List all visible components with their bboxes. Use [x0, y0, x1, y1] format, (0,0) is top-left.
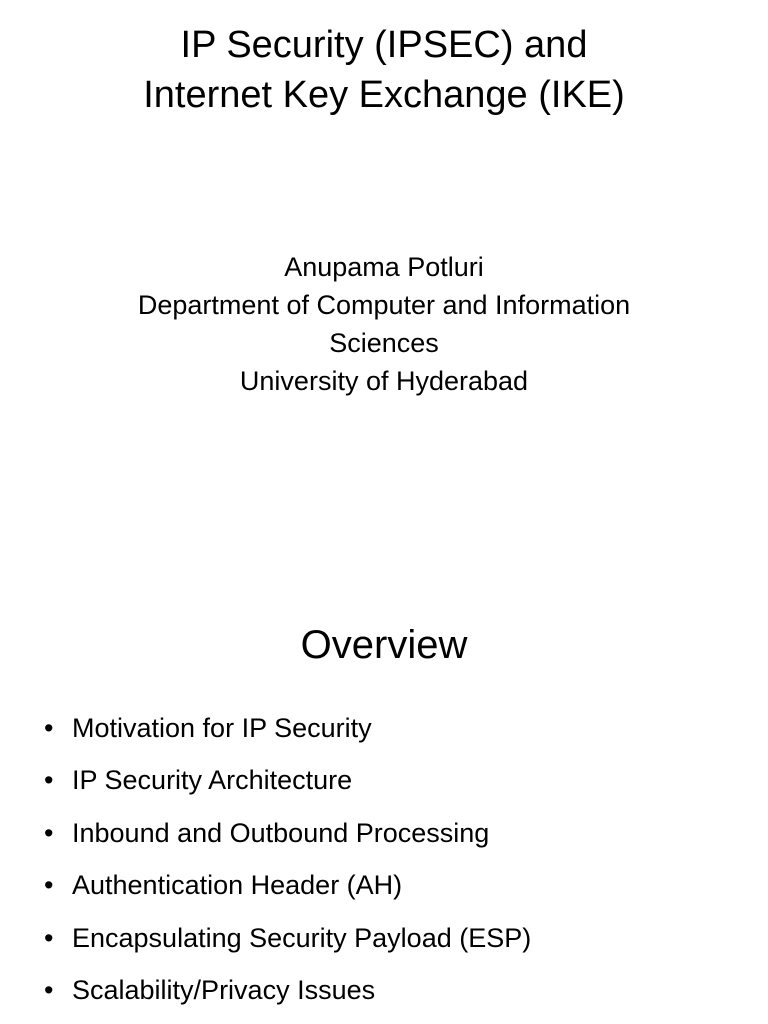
list-item-text: Encapsulating Security Payload (ESP)	[72, 922, 532, 953]
list-item-text: Authentication Header (AH)	[72, 870, 403, 901]
bullet-icon: •	[44, 713, 54, 743]
list-item-text: IP Security Architecture	[72, 765, 353, 796]
overview-heading: Overview	[300, 623, 468, 667]
list-item-text: Scalability/Privacy Issues	[72, 975, 376, 1006]
bullet-icon: •	[44, 975, 54, 1006]
author-block	[0, 248, 768, 400]
list-item	[44, 964, 531, 1016]
title-line-1: IP Security (IPSEC) and	[180, 24, 588, 66]
bullet-icon: •	[44, 765, 54, 796]
list-item	[44, 807, 531, 859]
author-name: Anupama Potluri	[284, 252, 484, 282]
bullet-icon: •	[44, 870, 54, 901]
department-line-2: Sciences	[329, 328, 439, 358]
bullet-icon: •	[44, 817, 54, 848]
list-item	[44, 702, 531, 754]
department-line-1: Department of Computer and Information	[137, 290, 631, 320]
list-item-text: Motivation for IP Security	[72, 713, 372, 743]
university-name: University of Hyderabad	[239, 366, 529, 396]
list-item	[44, 859, 531, 911]
slide-title	[0, 20, 768, 120]
list-item	[44, 754, 531, 806]
bullet-icon: •	[44, 922, 54, 953]
overview-bullet-list	[44, 702, 531, 1016]
list-item-text: Inbound and Outbound Processing	[72, 817, 490, 848]
title-line-2: Internet Key Exchange (IKE)	[143, 74, 625, 116]
list-item	[44, 912, 531, 964]
